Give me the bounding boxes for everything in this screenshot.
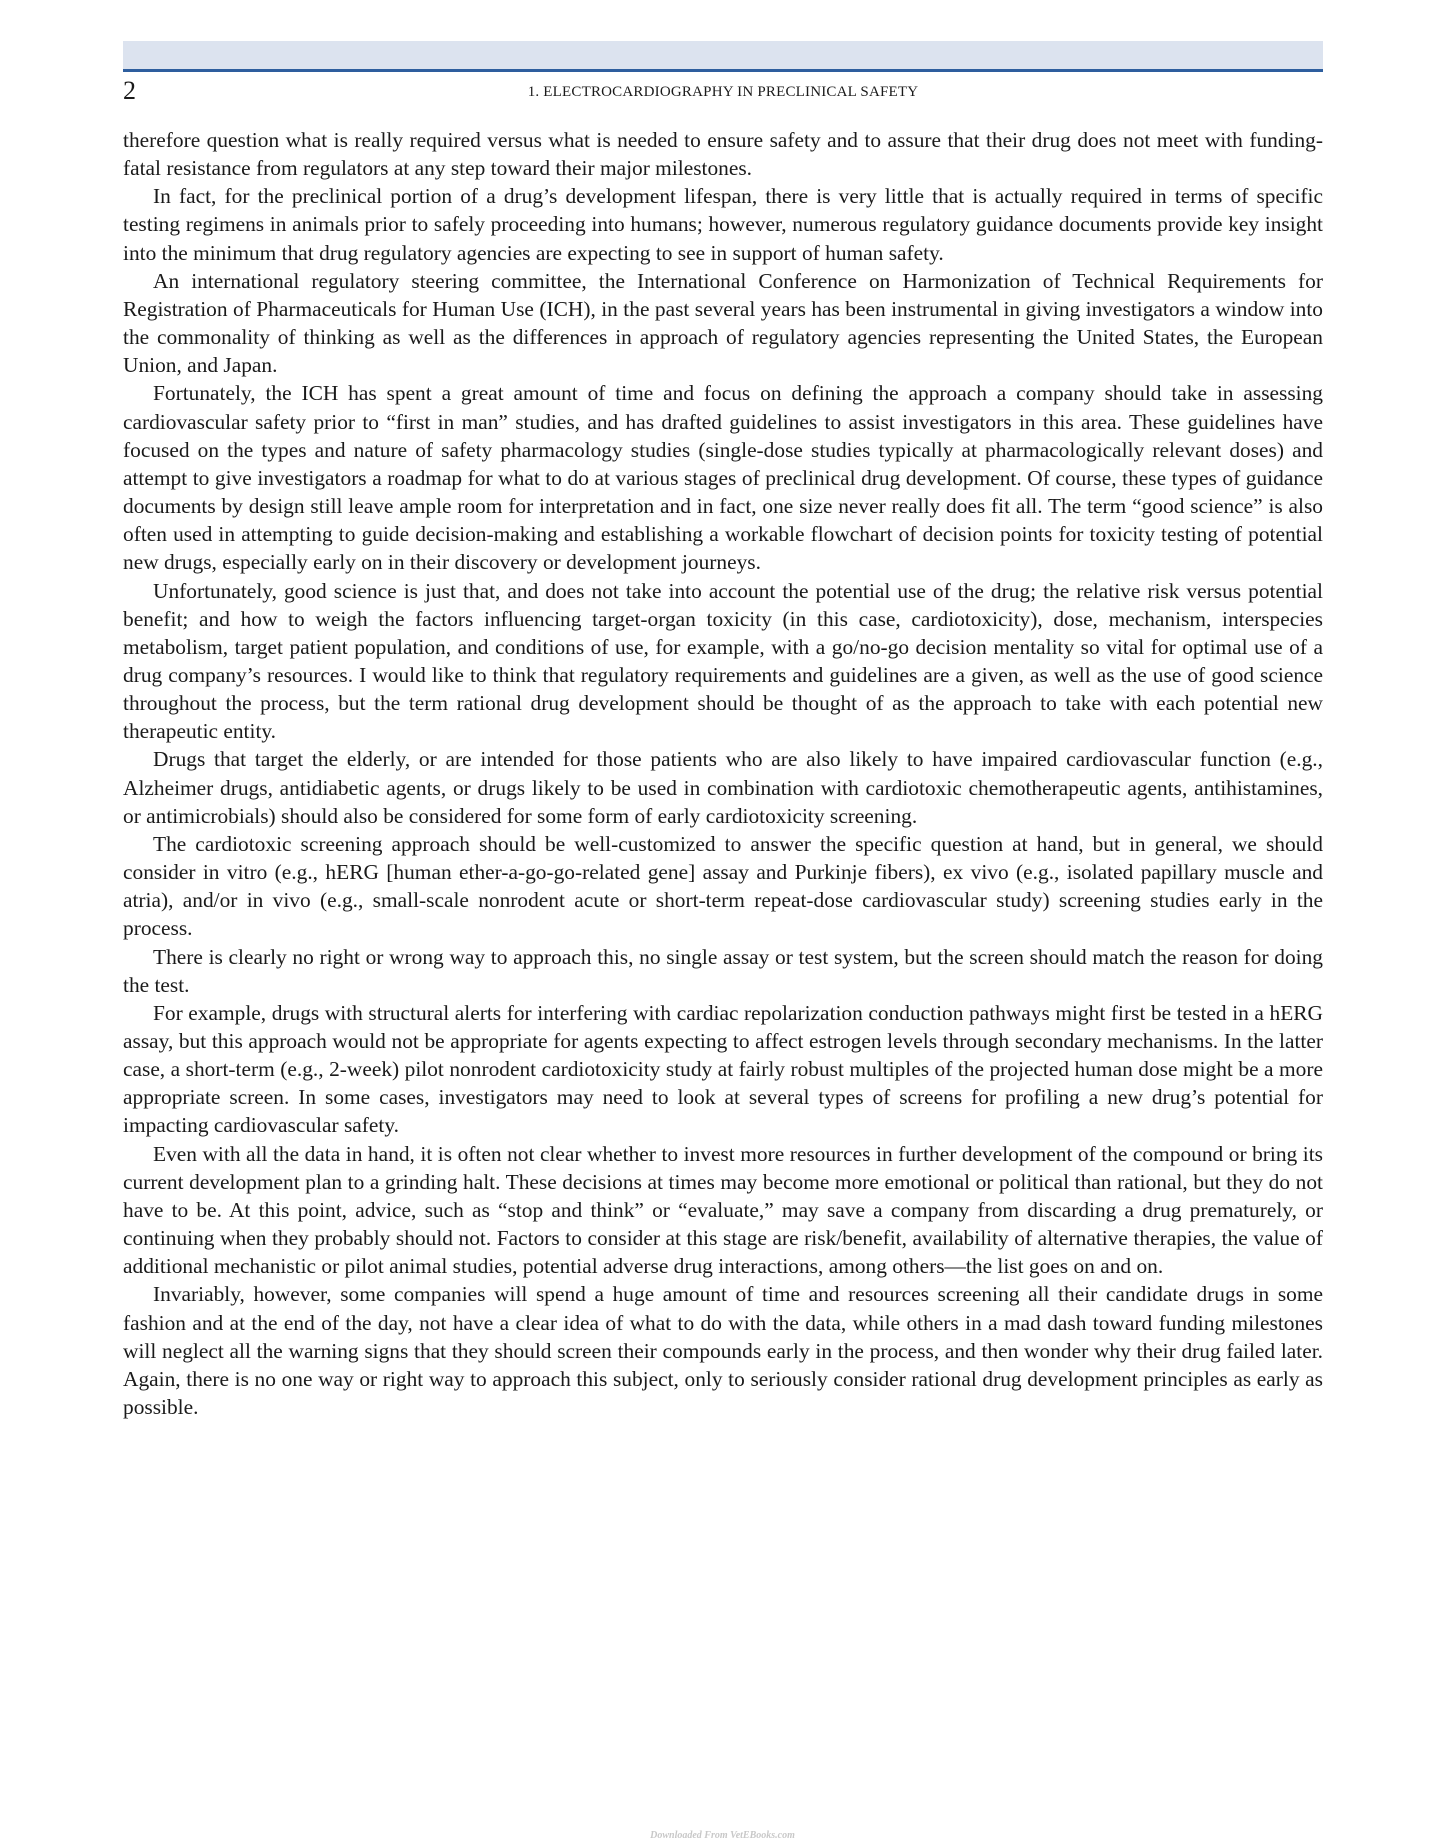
paragraph: therefore question what is really required versus what is needed to ensure safety and to assure that their drug does not meet with funding-fatal resistance from regulators at any step toward their major milestones.	[123, 128, 1323, 181]
paragraph: Even with all the data in hand, it is often not clear whether to invest more resources in further development of the compound or bring its current development plan to a grinding halt. These decisions at times may become more emotional or political than rational, but they do not have to be. At this point, advice, such as “stop and think” or “evaluate,” may save a company from discarding a drug prematurely, or continuing when they probably should not. Factors to consider at this stage are risk/benefit, availability of alternative therapies, the value of additional mechanistic or pilot animal studies, potential adverse drug interactions, among others—the list goes on and on.	[123, 1141, 1323, 1279]
paragraph: There is clearly no right or wrong way to approach this, no single assay or test system, but the screen should match the reason for doing the test.	[123, 944, 1323, 997]
paragraph: The cardiotoxic screening approach should be well-customized to answer the specific question at hand, but in general, we should consider in vitro (e.g., hERG [human ether-a-go-go-related gene] assay and Purkinje fibers), ex vivo (e.g., isolated papillary muscle and atria), and/or in vivo (e.g., small-scale nonrodent acute or short-term repeat-dose cardiovascular study) screening studies early in the process.	[123, 831, 1323, 941]
footer-watermark: Downloaded From VetEBooks.com	[650, 1830, 795, 1841]
body-text	[123, 126, 1323, 1421]
paragraph: Drugs that target the elderly, or are intended for those patients who are also likely to have impaired cardiovascular function (e.g., Alzheimer drugs, antidiabetic agents, or drugs likely to be used in combination with cardiotoxic chemotherapeutic agents, antihistamines, or antimicrobials) should also be considered for some form of early cardiotoxicity screening.	[123, 747, 1323, 828]
paragraph: For example, drugs with structural alerts for interfering with cardiac repolarization conduction pathways might first be tested in a hERG assay, but this approach would not be appropriate for agents expecting to affect estrogen levels through secondary mechanisms. In the latter case, a short-term (e.g., 2-week) pilot nonrodent cardiotoxicity study at fairly robust multiples of the projected human dose might be a more appropriate screen. In some cases, investigators may need to look at several types of screens for profiling a new drug’s potential for impacting cardiovascular safety.	[123, 1000, 1323, 1138]
paragraph: Invariably, however, some companies will spend a huge amount of time and resources screening all their candidate drugs in some fashion and at the end of the day, not have a clear idea of what to do with the data, while others in a mad dash toward funding milestones will neglect all the warning signs that they should screen their compounds early in the process, and then wonder why their drug failed later. Again, there is no one way or right way to approach this subject, only to seriously consider rational drug development principles as early as possible.	[123, 1282, 1323, 1420]
paragraph: In fact, for the preclinical portion of a drug’s development lifespan, there is very little that is actually required in terms of specific testing regimens in animals prior to safely proceeding into humans; however, numerous regulatory guidance documents provide key insight into the minimum that drug regulatory agencies are expecting to see in support of human safety.	[123, 184, 1323, 265]
page-number: 2	[123, 76, 136, 105]
paragraph: Fortunately, the ICH has spent a great amount of time and focus on defining the approach a company should take in assessing cardiovascular safety prior to “first in man” studies, and has drafted guidelines to assist investigators in this area. These guidelines have focused on the types and nature of safety pharmacology studies (single-dose studies typically at pharmacologically relevant doses) and attempt to give investigators a roadmap for what to do at various stages of preclinical drug development. Of course, these types of guidance documents by design still leave ample room for interpretation and in fact, one size never really does fit all. The term “good science” is also often used in attempting to guide decision-making and establishing a workable flowchart of decision points for toxicity testing of potential new drugs, especially early on in their discovery or development journeys.	[123, 381, 1323, 575]
header-rule	[123, 69, 1323, 72]
header-band	[123, 41, 1323, 69]
paragraph: Unfortunately, good science is just that, and does not take into account the potential use of the drug; the relative risk versus potential benefit; and how to weigh the factors influencing target-organ toxicity (in this case, cardiotoxicity), dose, mechanism, interspecies metabolism, target patient population, and conditions of use, for example, with a go/no-go decision mentality so vital for optimal use of a drug company’s resources. I would like to think that regulatory requirements and guidelines are a given, as well as the use of good science throughout the process, but the term rational drug development should be thought of as the approach to take with each potential new therapeutic entity.	[123, 578, 1323, 744]
paragraph: An international regulatory steering committee, the International Conference on Harmonization of Technical Requirements for Registration of Pharmaceuticals for Human Use (ICH), in the past several years has been instrumental in giving investigators a window into the commonality of thinking as well as the differences in approach of regulatory agencies representing the United States, the European Union, and Japan.	[123, 268, 1323, 378]
running-head: 1. ELECTROCARDIOGRAPHY IN PRECLINICAL SAFETY	[527, 84, 919, 100]
